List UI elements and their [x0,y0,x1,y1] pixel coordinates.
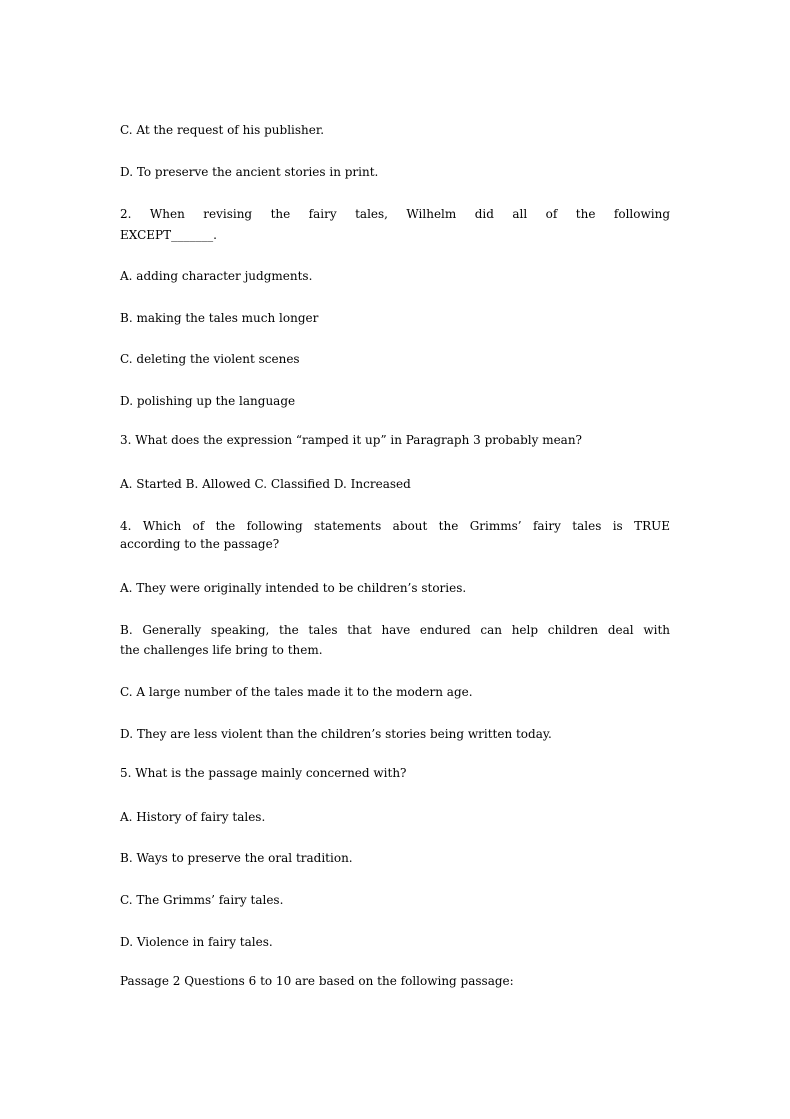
q3-stem: 3. What does the expression “ramped it up” in Paragraph 3 probably mean? [120,433,582,447]
q2-stem-line1 [120,205,670,223]
q4-stem-line2: according to the passage? [120,537,280,551]
q2-option-a: A. adding character judgments. [120,269,313,283]
q5-option-b: B. Ways to preserve the oral tradition. [120,851,353,865]
q2-option-c: C. deleting the violent scenes [120,352,300,366]
q5-option-c: C. The Grimms’ fairy tales. [120,893,284,907]
q2-option-d: D. polishing up the language [120,394,296,408]
q4-option-b-line2: the challenges life bring to them. [120,643,323,657]
q1-option-c: C. At the request of his publisher. [120,123,325,137]
q2-stem-line2: EXCEPT_______. [120,228,217,242]
q4-stem-line1 [120,517,670,535]
q2-stem-line1-text: 2. When revising the fairy tales, Wilhelm did all of the following [120,207,670,221]
q4-option-d: D. They are less violent than the children’s stories being written today. [120,727,552,741]
q4-option-a: A. They were originally intended to be children’s stories. [120,581,467,595]
q5-stem: 5. What is the passage mainly concerned with? [120,766,407,780]
q3-options: A. Started B. Allowed C. Classified D. Increased [120,477,411,491]
q4-option-c: C. A large number of the tales made it to the modern age. [120,685,473,699]
q4-option-b-line1 [120,621,670,639]
q2-option-b: B. making the tales much longer [120,311,319,325]
q4-option-b-line1-text: B. Generally speaking, the tales that have endured can help children deal with [120,623,670,637]
q5-option-a: A. History of fairy tales. [120,810,266,824]
passage2-intro: Passage 2 Questions 6 to 10 are based on the following passage: [120,974,514,988]
q5-option-d: D. Violence in fairy tales. [120,935,273,949]
q1-option-d: D. To preserve the ancient stories in print. [120,165,379,179]
q4-stem-line1-text: 4. Which of the following statements about the Grimms’ fairy tales is TRUE [120,519,670,533]
